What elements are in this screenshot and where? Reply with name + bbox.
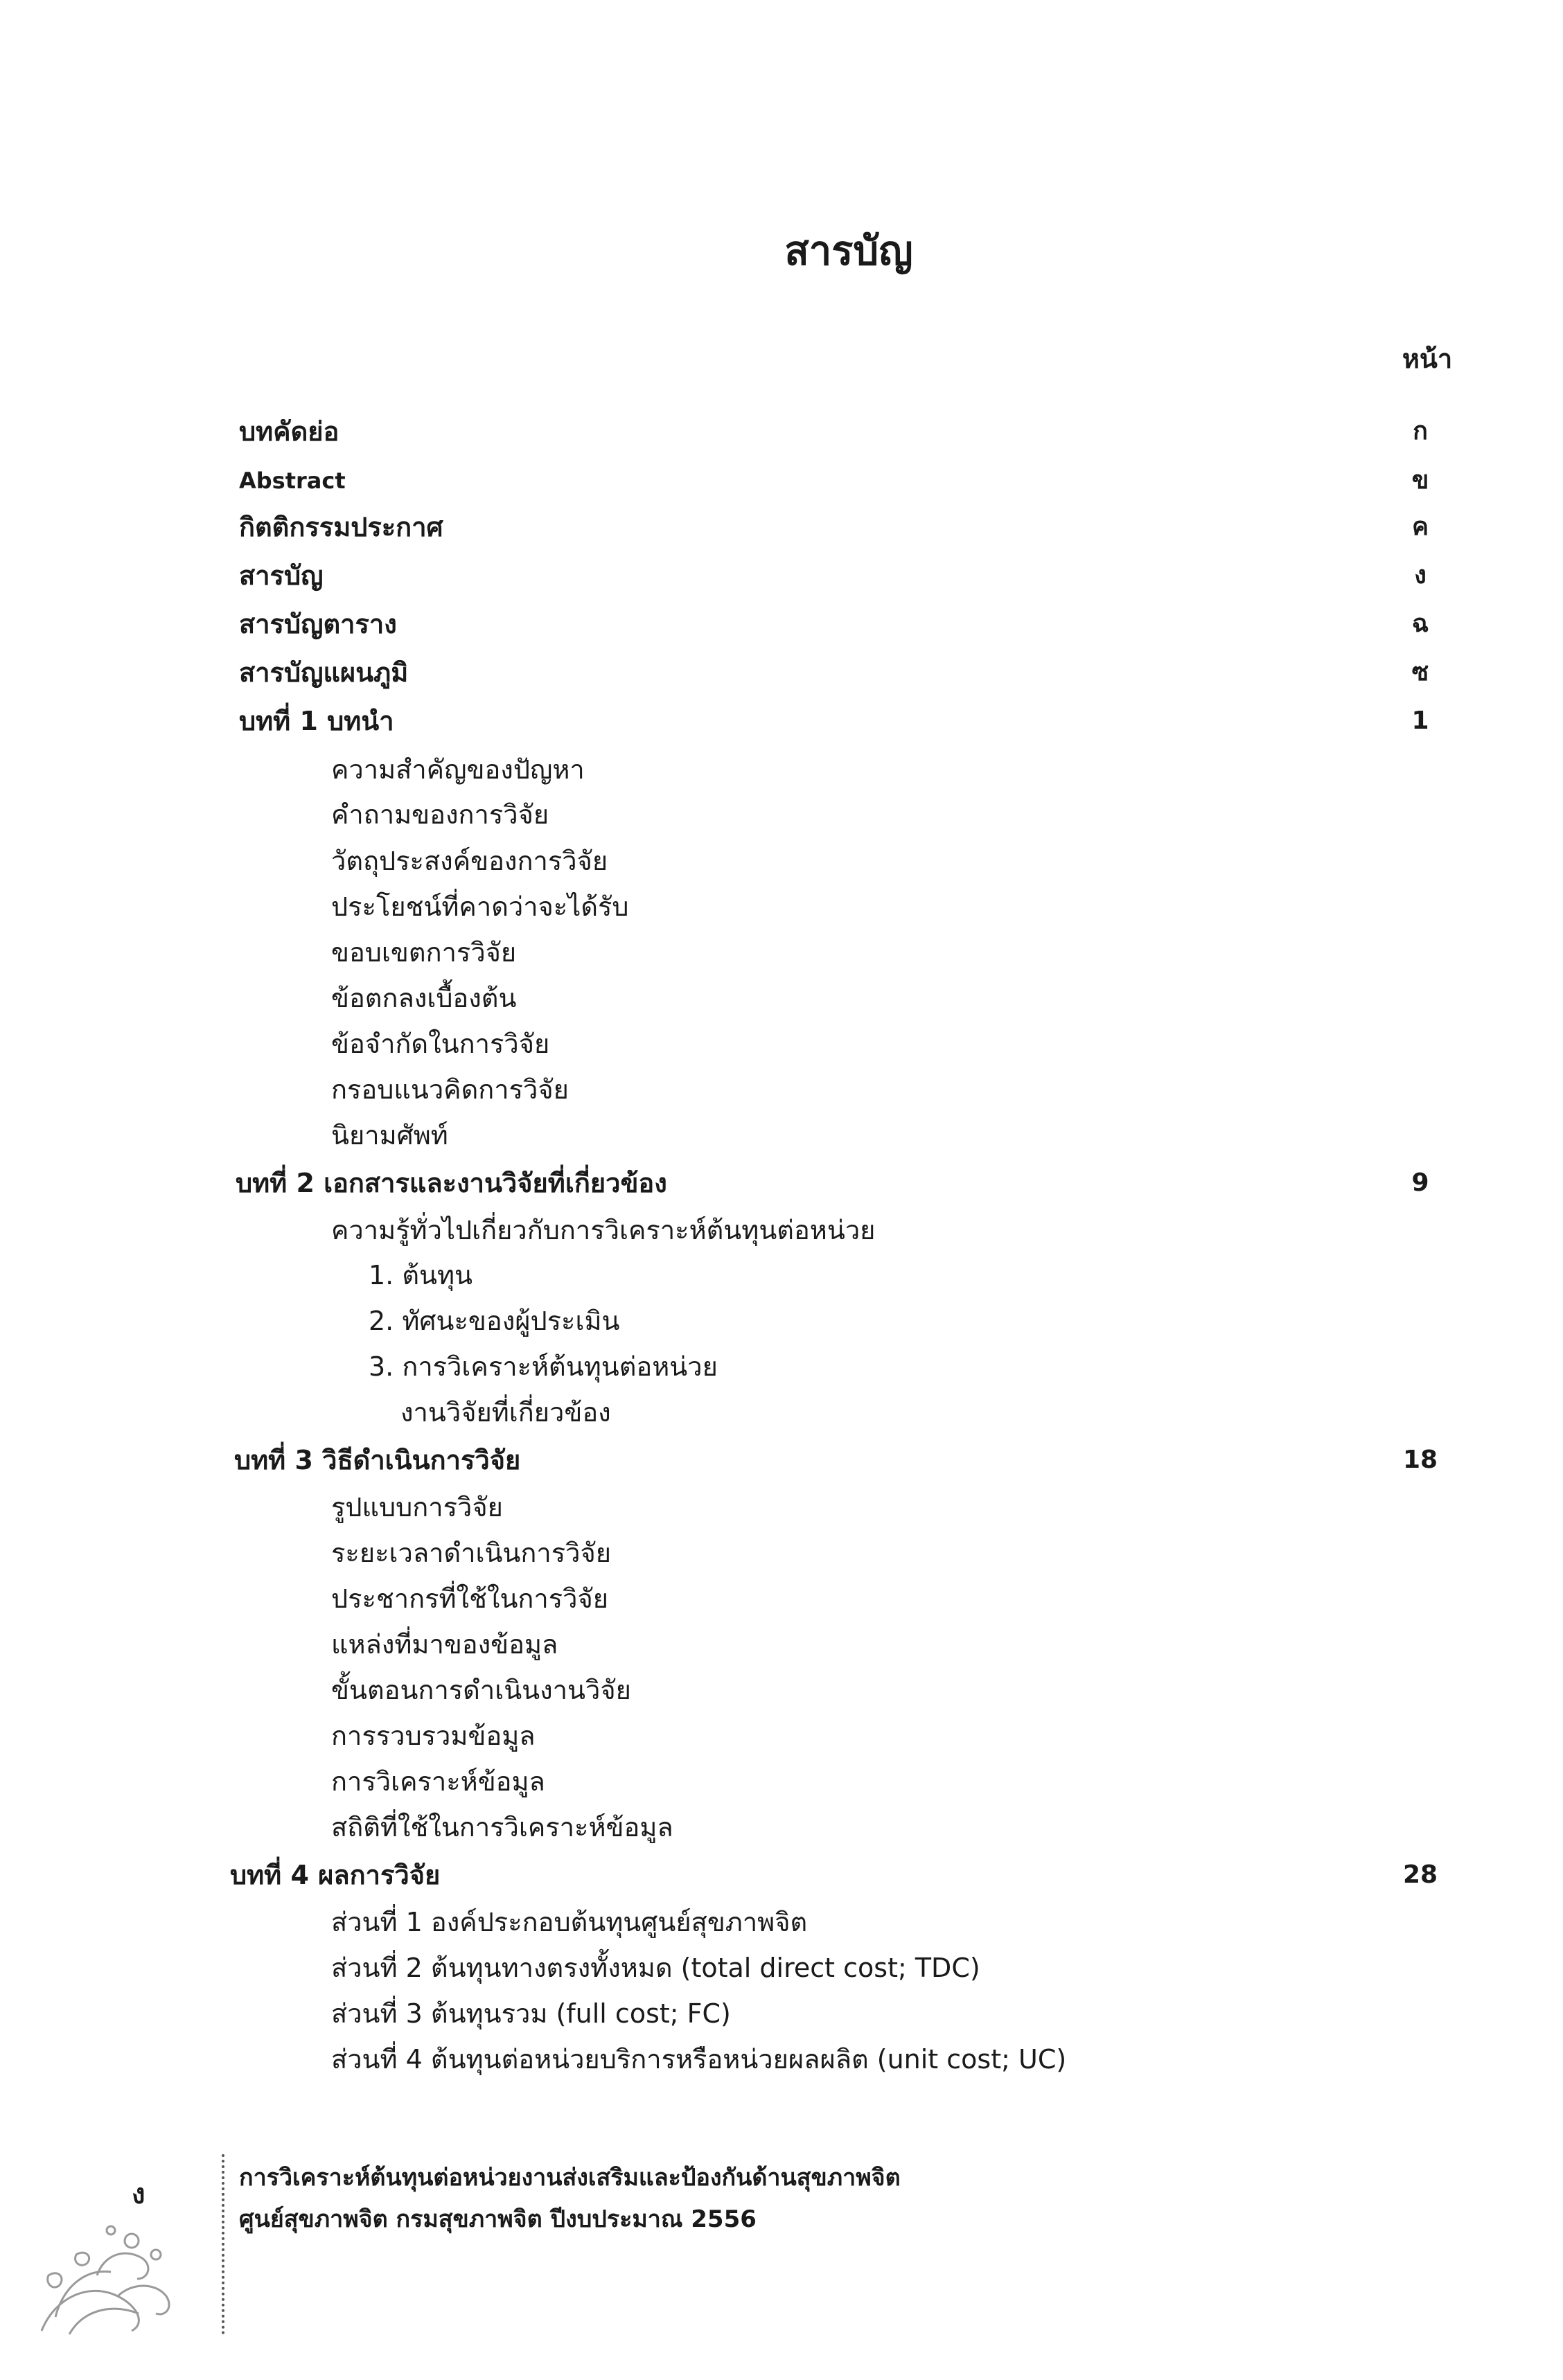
toc-entry-label: กิตติกรรมประกาศ bbox=[239, 512, 443, 542]
toc-entry-page: ข bbox=[1411, 466, 1429, 495]
toc-entry-page: 9 bbox=[1411, 1169, 1429, 1197]
toc-entry-label: ข้อจำกัดในการวิจัย bbox=[331, 1029, 550, 1059]
toc-entry-page: ฉ bbox=[1411, 610, 1429, 638]
toc-entry bbox=[0, 1160, 1563, 1206]
toc-entry bbox=[0, 553, 1563, 598]
toc-entry bbox=[0, 884, 1563, 930]
toc-entry-label: ความรู้ทั่วไปเกี่ยวกับการวิเคราะห์ต้นทุนต่อหน่วย bbox=[331, 1215, 876, 1245]
toc-entry-label: สารบัญ bbox=[239, 560, 324, 591]
toc-entry bbox=[0, 1622, 1563, 1667]
toc-entry-label: บทที่ 4 ผลการวิจัย bbox=[230, 1860, 441, 1890]
toc-entry bbox=[0, 1067, 1563, 1112]
floral-ornament-icon bbox=[28, 2213, 187, 2338]
toc-entry-label: ความสำคัญของปัญหา bbox=[331, 754, 585, 785]
toc-entry bbox=[0, 1530, 1563, 1576]
toc-entry-label: ส่วนที่ 1 องค์ประกอบต้นทุนศูนย์สุขภาพจิต bbox=[331, 1907, 808, 1937]
toc-entry-label: ส่วนที่ 3 ต้นทุนรวม (full cost; FC) bbox=[331, 1998, 731, 2029]
page-title: สารบัญ bbox=[784, 227, 913, 274]
toc-entry-label: ขั้นตอนการดำเนินงานวิจัย bbox=[331, 1675, 631, 1705]
toc-entry-label: ระยะเวลาดำเนินการวิจัย bbox=[331, 1538, 612, 1568]
toc-entry-label: แหล่งที่มาของข้อมูล bbox=[331, 1629, 558, 1660]
toc-entry bbox=[0, 930, 1563, 975]
footer-title: การวิเคราะห์ต้นทุนต่อหน่วยงานส่งเสริมและป้องกันด้านสุขภาพจิต bbox=[239, 2164, 901, 2192]
toc-entry-label: สถิติที่ใช้ในการวิเคราะห์ข้อมูล bbox=[331, 1812, 673, 1842]
toc-entry bbox=[0, 1945, 1563, 1991]
toc-entry-label: 2. ทัศนะของผู้ประเมิน bbox=[369, 1306, 620, 1336]
toc-entry bbox=[0, 1207, 1563, 1253]
toc-entry bbox=[0, 1713, 1563, 1759]
toc-entry-label: บทที่ 3 วิธีดำเนินการวิจัย bbox=[234, 1445, 521, 1475]
toc-entry bbox=[0, 1112, 1563, 1158]
toc-entry bbox=[0, 2036, 1563, 2082]
toc-entry bbox=[0, 1852, 1563, 1898]
toc-entry bbox=[0, 1991, 1563, 2036]
toc-entry bbox=[0, 1804, 1563, 1850]
toc-entry-label: ส่วนที่ 4 ต้นทุนต่อหน่วยบริการหรือหน่วยผลผลิต (unit cost; UC) bbox=[331, 2044, 1067, 2075]
toc-entry-label: ประชากรที่ใช้ในการวิจัย bbox=[331, 1583, 609, 1614]
toc-entry-label: ขอบเขตการวิจัย bbox=[331, 937, 517, 968]
toc-entry bbox=[0, 504, 1563, 550]
toc-entry-label: การวิเคราะห์ข้อมูล bbox=[331, 1766, 545, 1797]
toc-entry bbox=[0, 1344, 1563, 1389]
toc-entry bbox=[0, 1667, 1563, 1713]
toc-entry-page: ค bbox=[1411, 513, 1429, 541]
toc-entry bbox=[0, 1298, 1563, 1344]
toc-entry bbox=[0, 601, 1563, 647]
footer-subtitle: ศูนย์สุขภาพจิต กรมสุขภาพจิต ปีงบประมาณ 2556 bbox=[239, 2205, 757, 2233]
toc-entry-label: วัตถุประสงค์ของการวิจัย bbox=[331, 846, 608, 876]
toc-entry-label: นิยามศัพท์ bbox=[331, 1120, 448, 1151]
toc-entry-label: ส่วนที่ 2 ต้นทุนทางตรงทั้งหมด (total direct cost; TDC) bbox=[331, 1953, 980, 1983]
toc-entry-label: 1. ต้นทุน bbox=[369, 1260, 473, 1290]
toc-entry bbox=[0, 1484, 1563, 1530]
toc-entry-label: คำถามของการวิจัย bbox=[331, 799, 549, 830]
toc-entry bbox=[0, 792, 1563, 837]
toc-entry bbox=[0, 1899, 1563, 1945]
toc-entry bbox=[0, 747, 1563, 792]
toc-entry-label: การรวบรวมข้อมูล bbox=[331, 1721, 536, 1751]
toc-entry bbox=[0, 698, 1563, 744]
toc-entry bbox=[0, 1437, 1563, 1483]
toc-entry bbox=[0, 458, 1563, 504]
toc-entry-page: ซ bbox=[1411, 658, 1429, 686]
toc-entry bbox=[0, 975, 1563, 1021]
page-column-header: หน้า bbox=[1402, 344, 1453, 374]
toc-entry-page: ง bbox=[1414, 561, 1427, 589]
toc-entry bbox=[0, 1021, 1563, 1067]
toc-entry-page: 1 bbox=[1411, 707, 1429, 735]
toc-entry bbox=[0, 650, 1563, 695]
toc-entry bbox=[0, 1252, 1563, 1298]
toc-entry-label: ข้อตกลงเบื้องต้น bbox=[331, 983, 517, 1013]
toc-entry-label: สารบัญตาราง bbox=[239, 609, 397, 639]
toc-entry bbox=[0, 1759, 1563, 1804]
toc-entry bbox=[0, 838, 1563, 884]
toc-entry bbox=[0, 1576, 1563, 1622]
toc-entry-label: สารบัญแผนภูมิ bbox=[239, 657, 409, 688]
footer-divider bbox=[222, 2154, 224, 2334]
toc-entry-label: บทที่ 1 บทนำ bbox=[239, 706, 394, 736]
toc-entry-label: งานวิจัยที่เกี่ยวข้อง bbox=[400, 1397, 611, 1428]
toc-entry bbox=[0, 1389, 1563, 1435]
toc-entry-label: บทคัดย่อ bbox=[239, 416, 339, 447]
toc-entry-page: 18 bbox=[1402, 1446, 1438, 1474]
toc-entry-label: บทที่ 2 เอกสารและงานวิจัยที่เกี่ยวข้อง bbox=[236, 1168, 667, 1198]
toc-entry-label: Abstract bbox=[239, 468, 346, 494]
toc-entry-label: ประโยชน์ที่คาดว่าจะได้รับ bbox=[331, 891, 629, 922]
toc-entry-label: รูปแบบการวิจัย bbox=[331, 1492, 503, 1522]
toc-entry-label: กรอบแนวคิดการวิจัย bbox=[331, 1074, 569, 1105]
toc-entry-page: 28 bbox=[1402, 1861, 1438, 1889]
toc-entry bbox=[0, 409, 1563, 454]
footer-page-number: ง bbox=[132, 2178, 145, 2210]
toc-entry-label: 3. การวิเคราะห์ต้นทุนต่อหน่วย bbox=[369, 1351, 718, 1382]
toc-entry-page: ก bbox=[1413, 417, 1428, 445]
